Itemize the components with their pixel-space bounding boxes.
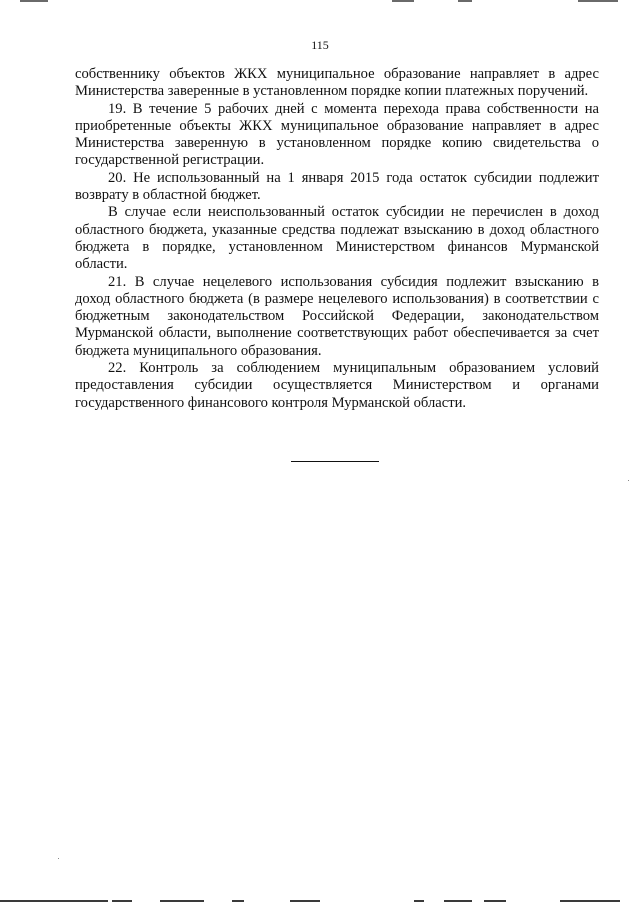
scan-edge-mark [444,900,472,902]
scan-edge-mark [578,0,618,2]
scan-edge-mark [160,900,204,902]
scan-speck [58,858,59,859]
scan-edge-mark [232,900,244,902]
scan-edge-mark [20,0,48,2]
scan-edge-mark [458,0,472,2]
paragraph-22: 22. Контроль за соблюдением муниципальным образованием условий предоставления субсидии осуществляется Министерством и органами государственного финансового контроля Мурманской области. [75,360,599,411]
scan-edge-mark [484,900,506,902]
paragraph-20: 20. Не использованный на 1 января 2015 года остаток субсидии подлежит возврату в областной бюджет. [75,169,599,204]
paragraph-21: 21. В случае нецелевого использования субсидия подлежит взысканию в доход областного бюджета (в размере нецелевого использования) в соответствии с бюджетным законодательством Российской Федерации, законодательством Мурманской области, выполнение соответствующих работ обеспечивается за счет бюджета муниципального образования. [75,273,599,359]
scan-edge-mark [392,0,414,2]
scan-edge-mark [560,900,620,902]
paragraph-19: 19. В течение 5 рабочих дней с момента перехода права собственности на приобретенные объекты ЖКХ муниципальное образование направляет в адрес Министерства заверенную в установленном порядке копию свидетельства о государственной регистрации. [75,100,599,169]
scan-edge-mark [112,900,132,902]
paragraph-20-continuation: В случае если неиспользованный остаток субсидии не перечислен в доход областного бюджета, указанные средства подлежат взысканию в доход областного бюджета в порядке, установленном Министерством финансов Мурманской области. [75,204,599,273]
scan-edge-mark [0,900,108,902]
document-body [75,66,599,412]
paragraph-continuation: собственнику объектов ЖКХ муниципальное образование направляет в адрес Министерства заверенные в установленном порядке копии платежных поручений. [75,66,599,100]
scan-edge-mark [414,900,424,902]
scan-edge-mark [290,900,320,902]
scan-speck [628,480,629,481]
page-number: 115 [311,38,329,52]
end-of-text-rule [291,461,379,462]
